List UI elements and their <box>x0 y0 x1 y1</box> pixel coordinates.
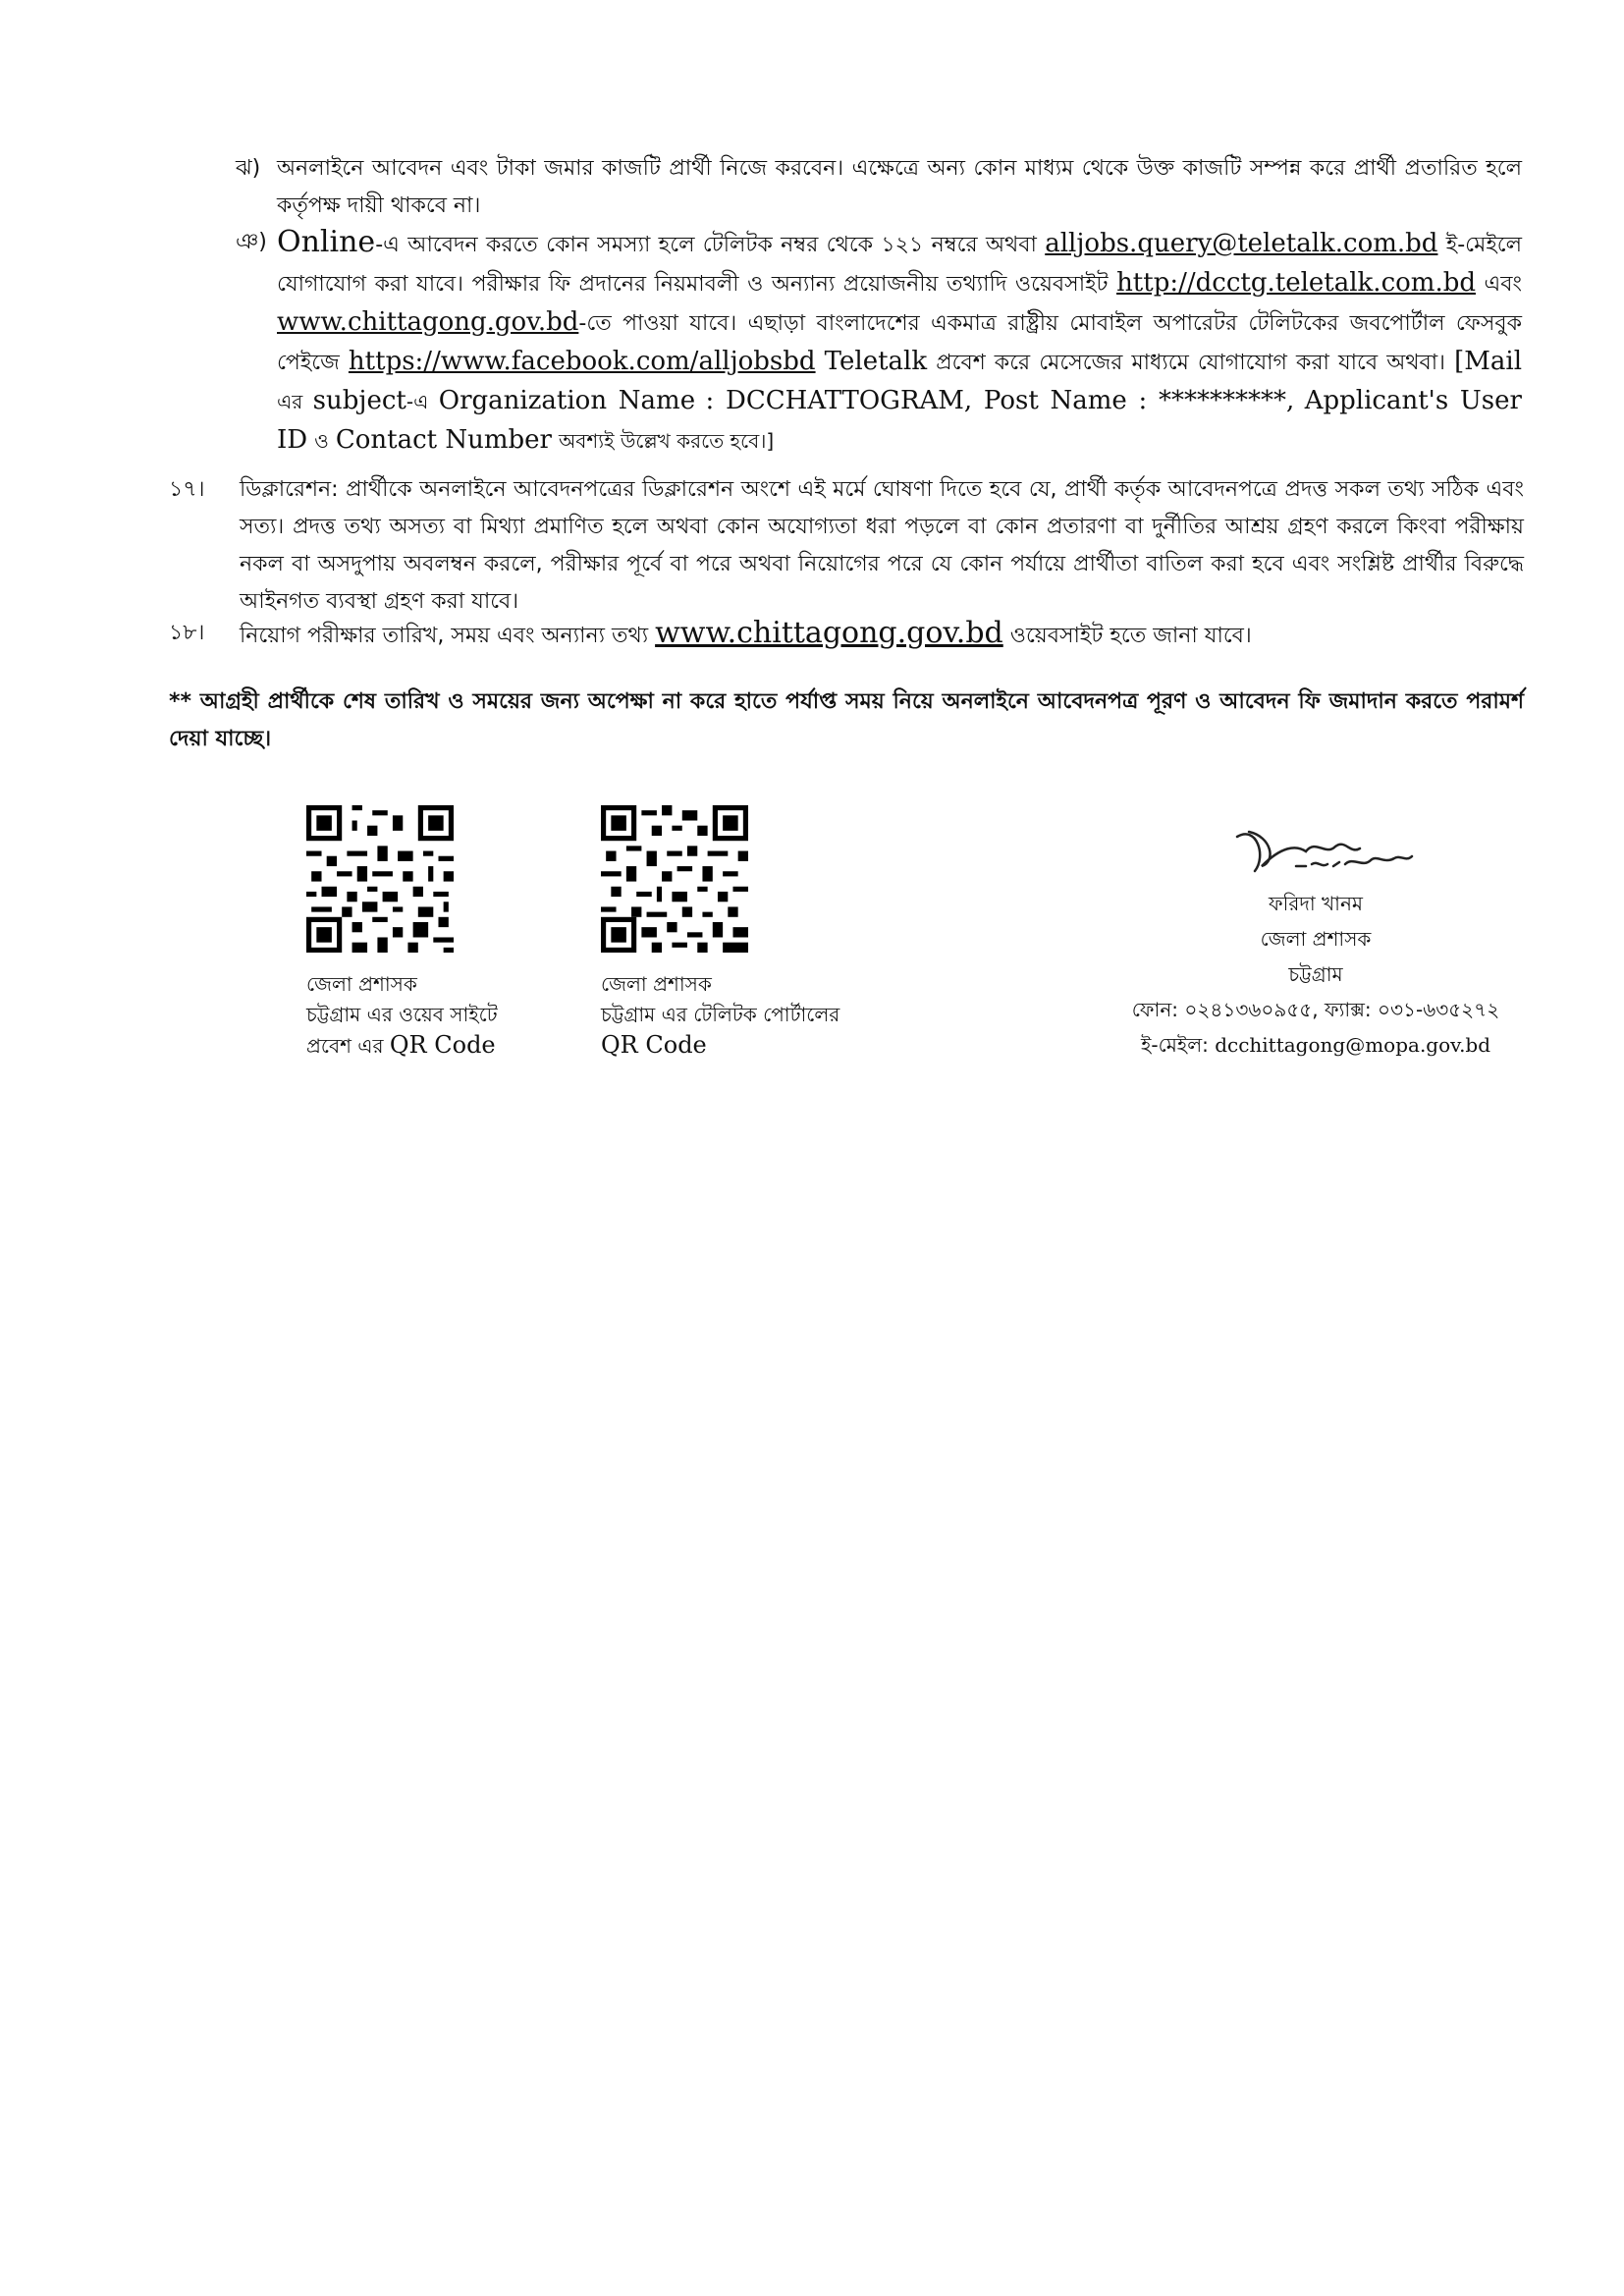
item-number: ১৮। <box>169 621 205 645</box>
text-segment: ই-মেইলে যোগাযোগ করা যাবে। পরীক্ষার ফি প্রদানের নিয়মাবলী ও অন্যান্য প্রয়োজনীয় তথ্যাদি ওয়েবসাইট <box>277 233 1522 297</box>
sub-item-text <box>277 224 1522 461</box>
district-website-link[interactable]: www.chittagong.gov.bd <box>655 616 1003 650</box>
facebook-page-link[interactable]: https://www.facebook.com/alljobsbd <box>348 347 816 376</box>
qr-caption: জেলা প্রশাসক <box>601 972 712 996</box>
teletalk-word: Teletalk <box>824 347 928 376</box>
text-segment: ওয়েবসাইট হতে জানা যাবে। <box>1009 624 1252 648</box>
text-segment: নিয়োগ পরীক্ষার তারিখ, সময় এবং অন্যান্য তথ্য <box>240 624 649 648</box>
sub-item-jha <box>236 150 1522 225</box>
qr-caption: চট্টগ্রাম এর ওয়েব সাইটে <box>306 1003 498 1026</box>
item-text: ডিক্লারেশন: প্রার্থীকে অনলাইনে আবেদনপত্রের ডিক্লারেশন অংশে এই মর্মে ঘোষণা দিতে হবে যে, প্রার্থী কর্তৃক আবেদনপত্রে প্রদত্ত সকল তথ্য সঠিক এবং সত্য। প্রদত্ত তথ্য অসত্য বা মিথ্যা প্রমাণিত হলে অথবা কোন অযোগ্যতা ধরা পড়লে বা কোন প্রতারণা বা দুর্নীতির আশ্রয় গ্রহণ করলে কিংবা পরীক্ষায় নকল বা অসদুপায় অবলম্বন করলে, পরীক্ষার পূর্বে বা পরে অথবা নিয়োগের পরে যে কোন পর্যায়ে প্রার্থীতা বাতিল করা হবে এবং সংশ্লিষ্ট প্রার্থীর বিরুদ্ধে আইনগত ব্যবস্থা গ্রহণ করা যাবে। <box>240 477 1524 614</box>
qr-code-website[interactable] <box>306 805 454 953</box>
text-segment: -তে পাওয়া যাবে। এছাড়া বাংলাদেশের একমাত্র রাষ্ট্রীয় মোবাইল অপারেটর টেলিটকের জবপোর্টাল ফেসবুক পেইজে <box>277 311 1522 375</box>
sub-item-nya <box>236 224 1522 461</box>
email-label: ই-মেইল: <box>1140 1033 1209 1057</box>
online-word: Online <box>277 225 376 259</box>
signature-icon <box>1227 817 1424 886</box>
qr-caption-part: QR Code <box>389 1031 496 1059</box>
signatory-name: ফরিদা খানম <box>1269 892 1363 915</box>
qr-caption <box>306 1030 498 1062</box>
signatory-block <box>1110 817 1522 1063</box>
mail-instruction: : DCCHATTOGRAM, Post Name : **********, <box>705 386 1295 415</box>
qr-code-teletalk[interactable] <box>601 805 748 953</box>
signatory-place: চট্টগ্রাম <box>1288 962 1343 986</box>
district-website-link[interactable]: www.chittagong.gov.bd <box>277 307 579 337</box>
item-18-exam-info <box>169 615 1524 655</box>
sub-item-marker: ঝ) <box>236 156 261 181</box>
advice-note: ** আগ্রহী প্রার্থীকে শেষ তারিখ ও সময়ের জন্য অপেক্ষা না করে হাতে পর্যাপ্ত সময় নিয়ে অনলাইনে আবেদনপত্র পূরণ ও আবেদন ফি জমাদান করতে পরামর্শ দেয়া যাচ্ছে। <box>169 689 1524 751</box>
sub-item-text: অনলাইনে আবেদন এবং টাকা জমার কাজটি প্রার্থী নিজে করবেন। এক্ষেত্রে অন্য কোন মাধ্যম থেকে উক্ত কাজটি সম্পন্ন করে প্রার্থী প্রতারিত হলে কর্তৃপক্ষ দায়ী থাকবে না। <box>277 156 1522 218</box>
sub-item-marker: ঞ) <box>236 230 267 254</box>
mail-instruction: এর <box>277 390 303 413</box>
text-segment: এবং <box>1484 272 1522 297</box>
qr-caption: চট্টগ্রাম এর টেলিটক পোর্টালের <box>601 1003 840 1026</box>
mail-instruction: [Mail <box>1454 347 1523 376</box>
text-segment: প্রবেশ করে মেসেজের মাধ্যমে যোগাযোগ করা যাবে অথবা। <box>936 351 1446 375</box>
signatory-title: জেলা প্রশাসক <box>1260 927 1372 951</box>
qr-caption: জেলা প্রশাসক <box>306 972 417 996</box>
mail-instruction: subject <box>312 386 406 415</box>
text-segment: -এ আবেদন করতে কোন সমস্যা হলে টেলিটক নম্বর থেকে ১২১ নম্বরে অথবা <box>375 233 1037 257</box>
support-email-link[interactable]: alljobs.query@teletalk.com.bd <box>1045 229 1438 258</box>
signatory-phone: ফোন: ০২৪১৩৬০৯৫৫, ফ্যাক্স: ০৩১-৬৩৫২৭২ <box>1131 998 1500 1021</box>
item-number: ১৭। <box>169 477 205 502</box>
item-17-declaration <box>169 471 1524 621</box>
item-text <box>240 615 1524 655</box>
mail-instruction: Organization Name <box>438 386 696 415</box>
qr-website-block <box>306 805 498 1062</box>
signatory-email-line <box>1110 1027 1522 1063</box>
mail-instruction: ও <box>314 429 329 453</box>
qr-teletalk-block <box>601 805 839 1061</box>
qr-caption: QR Code <box>601 1031 707 1059</box>
teletalk-portal-link[interactable]: http://dcctg.teletalk.com.bd <box>1116 268 1476 298</box>
mail-instruction: Applicant's User ID <box>277 386 1522 455</box>
mail-instruction: অবশ্যই উল্লেখ করতে হবে।] <box>558 429 775 453</box>
signatory-email[interactable]: dcchittagong@mopa.gov.bd <box>1215 1033 1491 1057</box>
mail-instruction: -এ <box>406 390 429 413</box>
qr-caption-part: প্রবেশ এর <box>306 1034 384 1058</box>
mail-instruction: Contact Number <box>335 425 552 455</box>
